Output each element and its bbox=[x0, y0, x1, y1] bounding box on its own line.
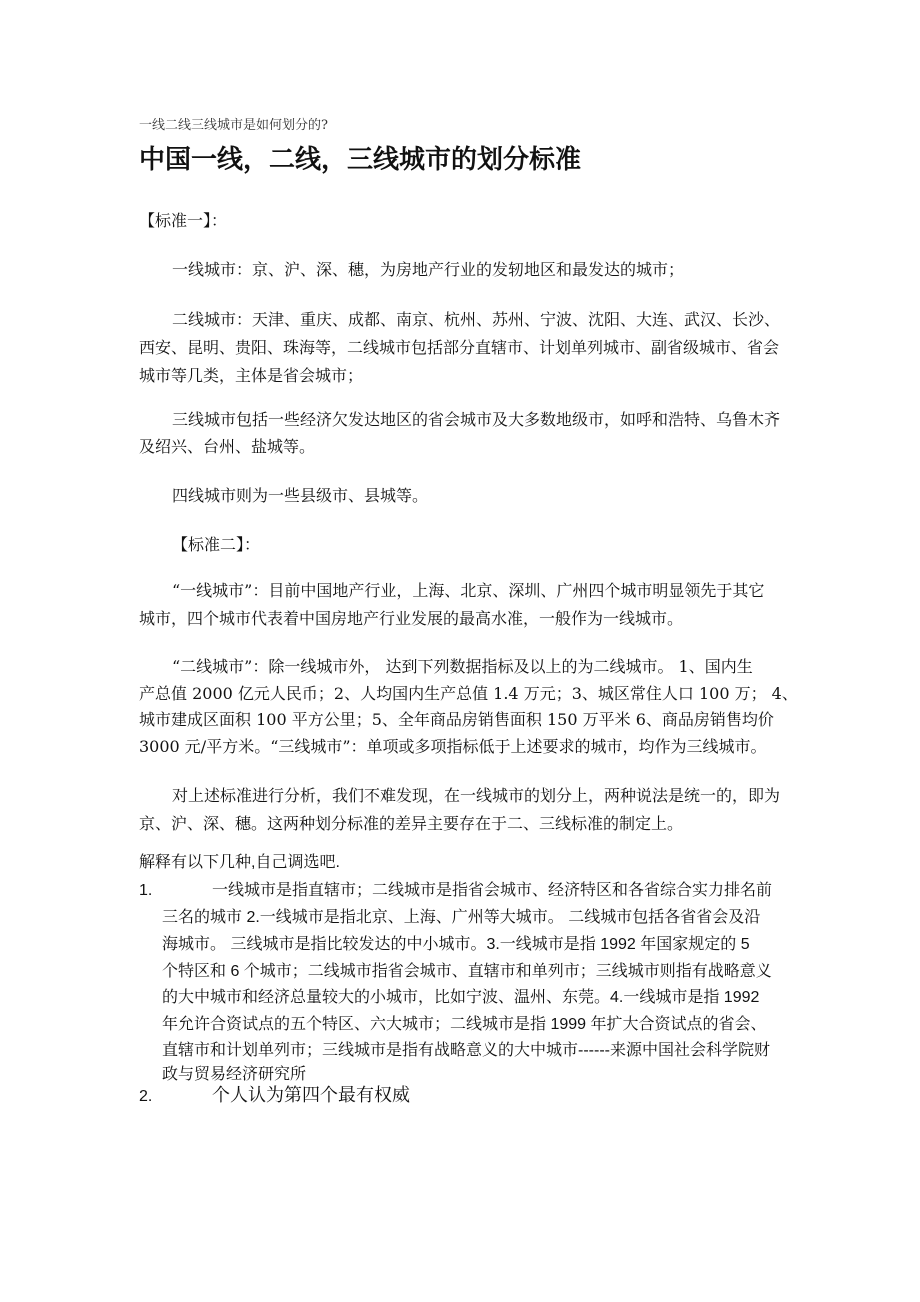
paragraph-line: 及绍兴、台州、盐城等。 bbox=[139, 437, 316, 456]
paragraph-line: 产总值 2000 亿元人民币；2、人均国内生产总值 1.4 万元；3、城区常住人口 100 万； 4、 bbox=[139, 684, 798, 703]
list-item-line: 直辖市和计划单列市；三线城市是指有战略意义的大中城市------来源中国社会科学院财 bbox=[162, 1042, 770, 1059]
list-item-line: 年允许合资试点的五个特区、六大城市；二线城市是指 1999 年扩大合资试点的省会、 bbox=[162, 1016, 767, 1033]
paragraph-line: 京、沪、深、穗。这两种划分标准的差异主要存在于二、三线标准的制定上。 bbox=[139, 814, 684, 833]
doc-title: 中国一线，二线，三线城市的划分标准 bbox=[139, 145, 582, 175]
paragraph-line: 西安、昆明、贵阳、珠海等，二线城市包括部分直辖市、计划单列城市、副省级城市、省会 bbox=[139, 338, 780, 357]
paragraph-line: “二线城市”：除一线城市外， 达到下列数据指标及以上的为二线城市。 1、国内生 bbox=[172, 657, 753, 676]
paragraph-line: 二线城市：天津、重庆、成都、南京、杭州、苏州、宁波、沈阳、大连、武汉、长沙、 bbox=[172, 310, 781, 329]
standard-one-heading: 【标准一】： bbox=[139, 211, 228, 230]
list-item-line: 个特区和 6 个城市；二线城市指省会城市、直辖市和单列市；三线城市则指有战略意义 bbox=[162, 963, 772, 980]
list-item-line: 海城市。 三线城市是指比较发达的中小城市。3.一线城市是指 1992 年国家规定的 5 bbox=[162, 936, 750, 953]
list-item-line: 三名的城市 2.一线城市是指北京、上海、广州等大城市。 二线城市包括各省省会及沿 bbox=[162, 909, 761, 926]
paragraph-line: “一线城市”：目前中国地产行业，上海、北京、深圳、广州四个城市明显领先于其它 bbox=[172, 581, 765, 600]
paragraph-line: 城市等几类，主体是省会城市； bbox=[139, 366, 364, 385]
paragraph-line: 城市建成区面积 100 平方公里；5、全年商品房销售面积 150 万平米 6、商品房销售均价 bbox=[139, 710, 774, 729]
list-item-line: 政与贸易经济研究所 bbox=[162, 1066, 307, 1083]
list-item-line: 的大中城市和经济总量较大的小城市，比如宁波、温州、东莞。4.一线城市是指 1992 bbox=[162, 989, 760, 1006]
list-number: 1. bbox=[139, 882, 153, 899]
doc-subtitle: 一线二线三线城市是如何划分的? bbox=[139, 118, 328, 133]
paragraph-line: 一线城市：京、沪、深、穗，为房地产行业的发轫地区和最发达的城市； bbox=[172, 260, 685, 279]
list-item-line: 一线城市是指直辖市；二线城市是指省会城市、经济特区和各省综合实力排名前 bbox=[212, 882, 773, 899]
paragraph-line: 3000 元/平方米。“三线城市”：单项或多项指标低于上述要求的城市，均作为三线城市。 bbox=[139, 737, 767, 756]
paragraph-line: 城市，四个城市代表着中国房地产行业发展的最高水准，一般作为一线城市。 bbox=[139, 609, 684, 628]
paragraph-line: 对上述标准进行分析，我们不难发现，在一线城市的划分上，两种说法是统一的，即为 bbox=[172, 786, 781, 805]
paragraph-line: 四线城市则为一些县级市、县城等。 bbox=[172, 486, 429, 505]
list-item-line: 个人认为第四个最有权威 bbox=[212, 1085, 410, 1106]
list-number: 2. bbox=[139, 1088, 153, 1105]
paragraph-line: 三线城市包括一些经济欠发达地区的省会城市及大多数地级市，如呼和浩特、乌鲁木齐 bbox=[172, 410, 781, 429]
standard-two-heading: 【标准二】： bbox=[172, 535, 261, 554]
list-intro: 解释有以下几种,自己调选吧. bbox=[139, 854, 340, 871]
